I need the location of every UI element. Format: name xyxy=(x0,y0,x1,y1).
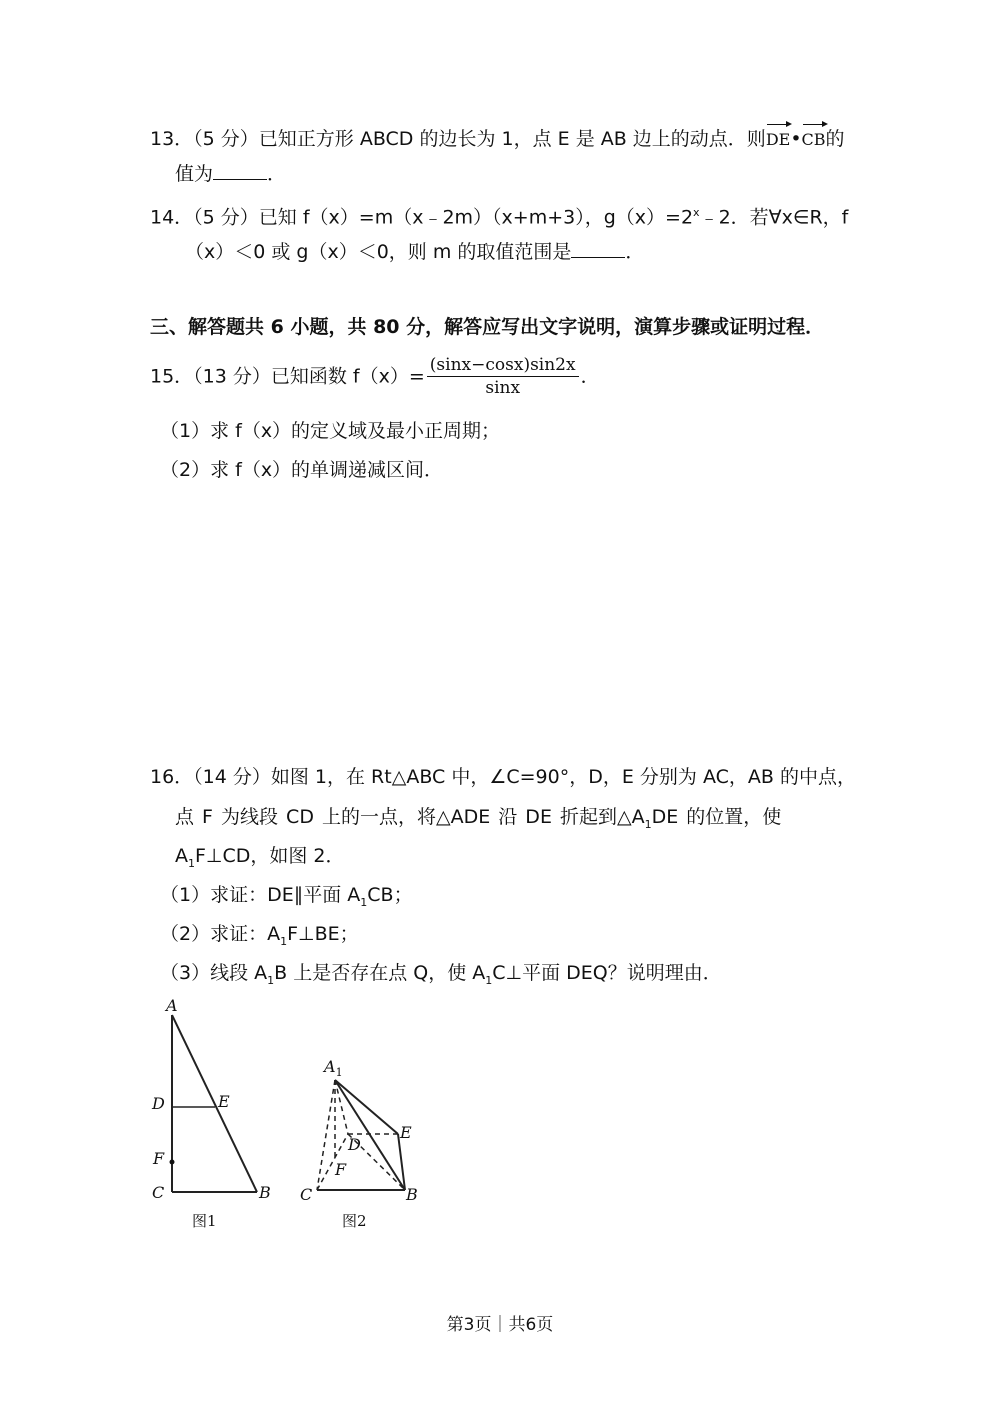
q16-p2b: F⊥BE； xyxy=(287,923,359,945)
q13-line1 xyxy=(150,121,845,153)
q14-exponent: x xyxy=(693,206,700,219)
q16-p3c: C⊥平面 DEQ？说明理由． xyxy=(492,962,722,984)
subscript: 1 xyxy=(485,973,493,987)
q14-text-b: ﹣2．若∀x∈R，f xyxy=(699,206,849,229)
q16-text3a: A xyxy=(175,845,188,867)
label-a1: $A_1$ xyxy=(324,1057,343,1079)
label-d: D xyxy=(348,1135,361,1154)
q16-text3b: F⊥CD，如图 2． xyxy=(195,845,345,867)
q16-p1a: （1）求证：DE∥平面 A xyxy=(160,884,361,906)
q16-line1: 16．（14 分）如图 1，在 Rt△ABC 中，∠C=90°，D，E 分别为 AC，AB 的中点， xyxy=(150,766,856,788)
label-d: D xyxy=(152,1094,165,1113)
q13-text-end: 的 xyxy=(825,128,845,150)
subscript: 1 xyxy=(360,895,368,909)
section-heading: 三、解答题共 6 小题，共 80 分，解答应写出文字说明，演算步骤或证明过程． xyxy=(150,316,825,338)
q13-text2: 值为 xyxy=(175,163,214,185)
q13-period: ． xyxy=(267,163,287,185)
point-f xyxy=(170,1160,175,1165)
answer-blank[interactable] xyxy=(213,161,267,180)
q15-fraction xyxy=(427,354,579,399)
q16-p2a: （2）求证：A xyxy=(160,923,281,945)
label-c: C xyxy=(152,1183,165,1202)
q15-period: ． xyxy=(580,365,600,388)
vector-de: DE xyxy=(766,121,791,153)
q14-text2: （x）＜0 或 g（x）＜0，则 m 的取值范围是 xyxy=(185,241,572,263)
subscript: 1 xyxy=(267,973,275,987)
dot-operator: • xyxy=(790,128,802,150)
q15-part2: （2）求 f（x）的单调递减区间． xyxy=(160,459,444,481)
q16-p3b: B 上是否存在点 Q，使 A xyxy=(274,962,486,984)
q16-p1b: CB； xyxy=(367,884,413,906)
q16-text2a: 点 F 为线段 CD 上的一点，将△ADE 沿 DE 折起到△A xyxy=(175,806,645,828)
label-e: E xyxy=(400,1123,412,1142)
q13-text: 13．（5 分）已知正方形 ABCD 的边长为 1，点 E 是 AB 边上的动点．则 xyxy=(150,128,766,150)
figure-2 xyxy=(290,1050,430,1210)
q15-text: 15．（13 分）已知函数 f（x）= xyxy=(150,365,425,388)
q16-part2 xyxy=(160,921,359,955)
q16-part3 xyxy=(160,960,722,994)
subscript: 1 xyxy=(188,856,195,870)
q16-line2 xyxy=(175,804,781,838)
label-e: E xyxy=(218,1092,230,1111)
label-f: F xyxy=(335,1160,347,1179)
segment-a1d xyxy=(335,1080,348,1134)
vector-cb: CB xyxy=(802,121,826,153)
q16-text2b: DE 的位置，使 xyxy=(651,806,782,828)
label-c: C xyxy=(300,1185,313,1204)
page-footer: 第3页｜共6页 xyxy=(446,1315,554,1335)
segment-ab xyxy=(172,1015,257,1192)
q13-line2 xyxy=(175,161,286,187)
figure-2-caption: 图2 xyxy=(342,1212,367,1230)
fraction-denominator: sinx xyxy=(485,378,521,398)
q16-p3a: （3）线段 A xyxy=(160,962,268,984)
q15-stem xyxy=(150,354,600,399)
figure-1-caption: 图1 xyxy=(192,1212,217,1230)
q14-line2 xyxy=(185,239,644,265)
q15-part1: （1）求 f（x）的定义域及最小正周期； xyxy=(160,420,501,442)
q14-text: 14．（5 分）已知 f（x）=m（x﹣2m）（x+m+3），g（x）=2 xyxy=(150,206,694,229)
figure-1 xyxy=(140,995,290,1205)
label-b: B xyxy=(259,1183,271,1202)
subscript: 1 xyxy=(280,934,288,948)
q16-line3 xyxy=(175,843,345,877)
subscript: 1 xyxy=(644,817,652,831)
q16-part1 xyxy=(160,882,413,916)
label-a: A xyxy=(166,996,178,1015)
segment-a1e xyxy=(335,1080,398,1134)
fraction-numerator: (sinx−cosx)sin2x xyxy=(427,354,579,377)
answer-blank[interactable] xyxy=(571,239,625,258)
q14-period: ． xyxy=(625,241,645,263)
q14-line1 xyxy=(150,200,848,230)
label-f: F xyxy=(153,1149,165,1168)
label-b: B xyxy=(406,1185,418,1204)
